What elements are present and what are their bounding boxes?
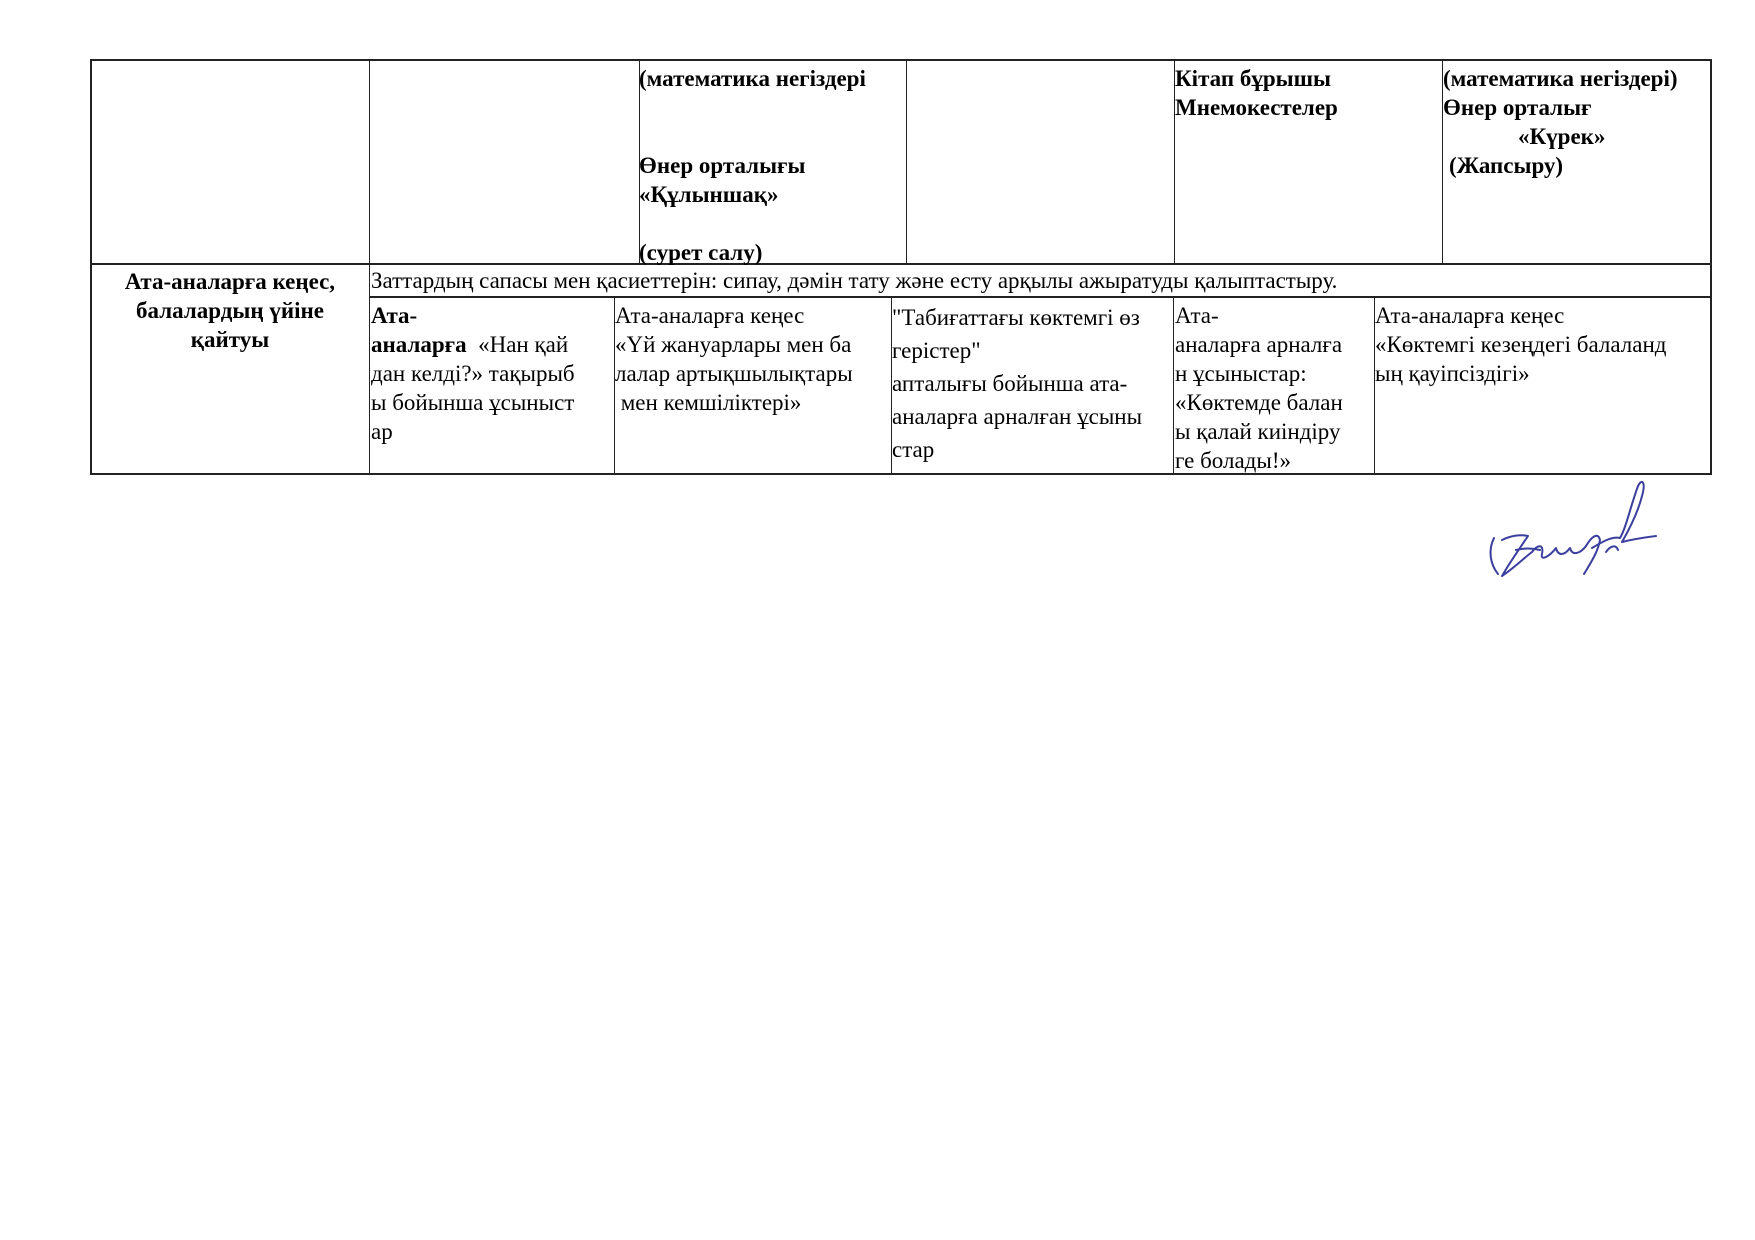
cell-line: ы қалай киіндіру [1175,419,1341,444]
cell-line-rest: «Нан қай [466,332,569,357]
table-border-bottom [90,473,1712,475]
cell-line-bold: аналарға [371,332,467,357]
cell-line: (математика негіздері [639,66,866,91]
cell-line: (Жапсыру) [1449,153,1564,178]
row3-col-divider [1173,297,1174,474]
row1-cell-activity-5 [1175,64,1338,122]
table-border-right [1710,59,1712,475]
row-divider-2 [369,296,1712,298]
cell-line: Мнемокестелер [1175,95,1338,120]
cell-line: "Табиғаттағы көктемгі өз [892,305,1140,330]
cell-line: Ата- [371,303,418,328]
cell-line: қайтуы [190,327,270,352]
cell-line: «Күрек» [1518,124,1606,149]
cell-line: мен кемшіліктері» [615,390,802,415]
cell-line: «Көктемде балан [1175,390,1343,415]
cell-line: ар [371,419,393,444]
row-label-parents-advice [92,267,368,354]
cell-line: Өнер орталығы [639,153,806,178]
cell-line: (математика негіздері) [1443,66,1678,91]
row2-summary [371,266,1337,295]
cell-line: Өнер орталығ [1443,95,1592,120]
cell-line: герістер" [892,338,981,363]
row1-cell-activity-6 [1443,64,1678,180]
cell-line: дан келді?» тақырыб [371,361,575,386]
row-divider-1 [90,263,1712,265]
cell-line: Заттардың сапасы мен қасиеттерін: сипау, дәмін тату және есту арқылы ажыратуды қалыптастыру. [371,268,1338,293]
row1-col-divider [906,59,907,264]
row1-cell-activity-3 [639,64,866,267]
cell-line: аналарға арналға [1175,332,1343,357]
cell-line: «Құлыншақ» [639,182,779,207]
cell-line: Кітап бұрышы [1175,66,1331,91]
parents-advice-friday [1375,301,1666,388]
parents-advice-tuesday [615,301,853,417]
cell-line: стар [892,437,935,462]
cell-line: лалар артықшылықтары [615,361,853,386]
signature-icon [1480,478,1670,598]
cell-line: балалардың үйіне [136,298,324,323]
cell-line: Ата-аналарға кеңес, [124,269,336,294]
col-divider-label [369,59,370,475]
cell-line: апталығы бойынша ата- [892,371,1128,396]
cell-line: н ұсыныстар: [1175,361,1307,386]
cell-line: ге болады!» [1175,448,1291,473]
table-border-top [90,59,1712,61]
parents-advice-monday [371,301,575,446]
cell-line: Ата-аналарға кеңес [1375,303,1565,328]
cell-line: аналарға арналған ұсыны [892,404,1143,429]
parents-advice-thursday [1175,301,1343,475]
cell-line: «Көктемгі кезеңдегі балаланд [1375,332,1667,357]
cell-line: Ата-аналарға кеңес [615,303,805,328]
cell-line: Ата- [1175,303,1219,328]
cell-line: ы бойынша ұсыныст [371,390,575,415]
cell-line: «Үй жануарлары мен ба [615,332,852,357]
cell-line: ың қауіпсіздігі» [1375,361,1530,386]
cell-line: (сурет салу) [639,240,763,265]
cell-line [371,330,575,359]
parents-advice-wednesday [892,301,1142,466]
